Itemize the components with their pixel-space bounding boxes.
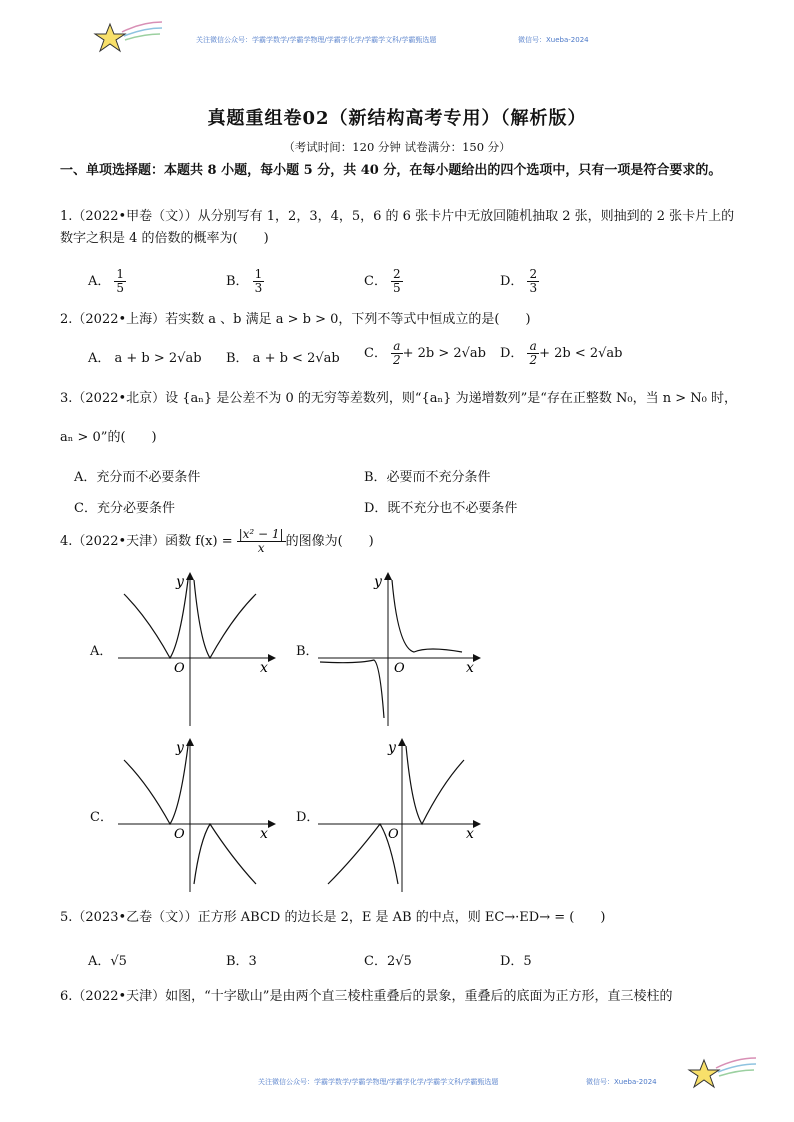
graph-a-y-label: y: [176, 574, 184, 590]
graph-d-y-label: y: [388, 740, 396, 756]
q4-label-d: D．: [296, 810, 320, 825]
graph-c-origin: O: [174, 827, 185, 842]
q5-option-d: D．5: [500, 954, 532, 969]
q3-option-a: A．充分而不必要条件: [74, 470, 201, 485]
graph-b-origin: O: [394, 661, 405, 676]
q5-option-a: A．√5: [88, 954, 127, 969]
question-5: 5.（2023•乙卷（文））正方形 ABCD 的边长是 2，E 是 AB 的中点，则 EC→·ED→ = ( ): [60, 910, 606, 925]
q3-option-b: B．必要而不充分条件: [364, 470, 491, 485]
graph-d-x-label: x: [466, 826, 474, 842]
q1-option-b: B． $\frac{1}{3}$: [226, 267, 263, 295]
question-3-line2: aₙ > 0”的( ): [60, 430, 157, 445]
graph-d: [318, 734, 483, 892]
q2-option-c: C． $\frac{a}{2}$ + 2b > 2√ab: [364, 339, 486, 367]
graph-a-x-label: x: [260, 660, 268, 676]
star-footer-icon: [686, 1054, 758, 1094]
q3-option-c: C．充分必要条件: [74, 501, 175, 516]
question-4: 4.（2022•天津）函数 f(x) = $\frac{\text{|x² − 1|}}{x}$ 的图像为( ): [60, 527, 374, 555]
page-title: 真题重组卷02（新结构高考专用）（解析版）: [207, 108, 587, 129]
q2-option-d: D． $\frac{a}{2}$ + 2b < 2√ab: [500, 339, 623, 367]
exam-info: （考试时间：120 分钟 试卷满分：150 分）: [283, 140, 511, 154]
q3-option-d: D．既不充分也不必要条件: [364, 501, 518, 516]
q1-option-a: A． $\frac{1}{5}$: [88, 267, 125, 295]
q1-option-c: C． $\frac{2}{5}$: [364, 267, 401, 295]
q4-label-a: A．: [90, 644, 113, 659]
graph-c-y-label: y: [176, 740, 184, 756]
graph-b-x-label: x: [466, 660, 474, 676]
q5-option-c: C．2√5: [364, 954, 412, 969]
graph-d-origin: O: [388, 827, 399, 842]
graph-b: [318, 568, 483, 726]
graph-b-y-label: y: [374, 574, 382, 590]
graph-c: [118, 734, 278, 892]
q4-label-c: C．: [90, 810, 113, 825]
q2-option-a: A． a + b > 2√ab: [88, 351, 202, 366]
footer-wechat: 微信号：Xueba-2024: [586, 1078, 657, 1086]
footer-text: 关注微信公众号：学霸学数学/学霸学物理/学霸学化学/学霸学文科/学霸甄选题: [258, 1078, 499, 1086]
section-heading: 一、单项选择题：本题共 8 小题，每小题 5 分，共 40 分，在每小题给出的四个选项中，只有一项是符合要求的。: [60, 163, 722, 178]
question-3-line1: 3.（2022•北京）设 {aₙ} 是公差不为 0 的无穷等差数列，则“{aₙ} 为递增数列”是“存在正整数 N₀，当 n > N₀ 时，: [60, 391, 737, 406]
graph-a-origin: O: [174, 661, 185, 676]
q4-label-b: B．: [296, 644, 319, 659]
q2-option-b: B． a + b < 2√ab: [226, 351, 340, 366]
header-wechat: 微信号：Xueba-2024: [518, 36, 589, 44]
star-logo-icon: [92, 18, 164, 58]
question-2: 2.（2022•上海）若实数 a 、b 满足 a > b > 0，下列不等式中恒成立的是( ): [60, 312, 531, 327]
header-text: 关注微信公众号：学霸学数学/学霸学物理/学霸学化学/学霸学文科/学霸甄选题: [196, 36, 437, 44]
graph-c-x-label: x: [260, 826, 268, 842]
graph-a: [118, 568, 278, 726]
q5-option-b: B．3: [226, 954, 257, 969]
q1-option-d: D． $\frac{2}{3}$: [500, 267, 538, 295]
question-6: 6.（2022•天津）如图，“十字歇山”是由两个直三棱柱重叠后的景象，重叠后的底面为正方形，直三棱柱的: [60, 989, 673, 1004]
question-1: 1.（2022•甲卷（文））从分别写有 1，2，3，4，5，6 的 6 张卡片中无放回随机抽取 2 张，则抽到的 2 张卡片上的数字之积是 4 的倍数的概率为( ): [60, 209, 735, 246]
